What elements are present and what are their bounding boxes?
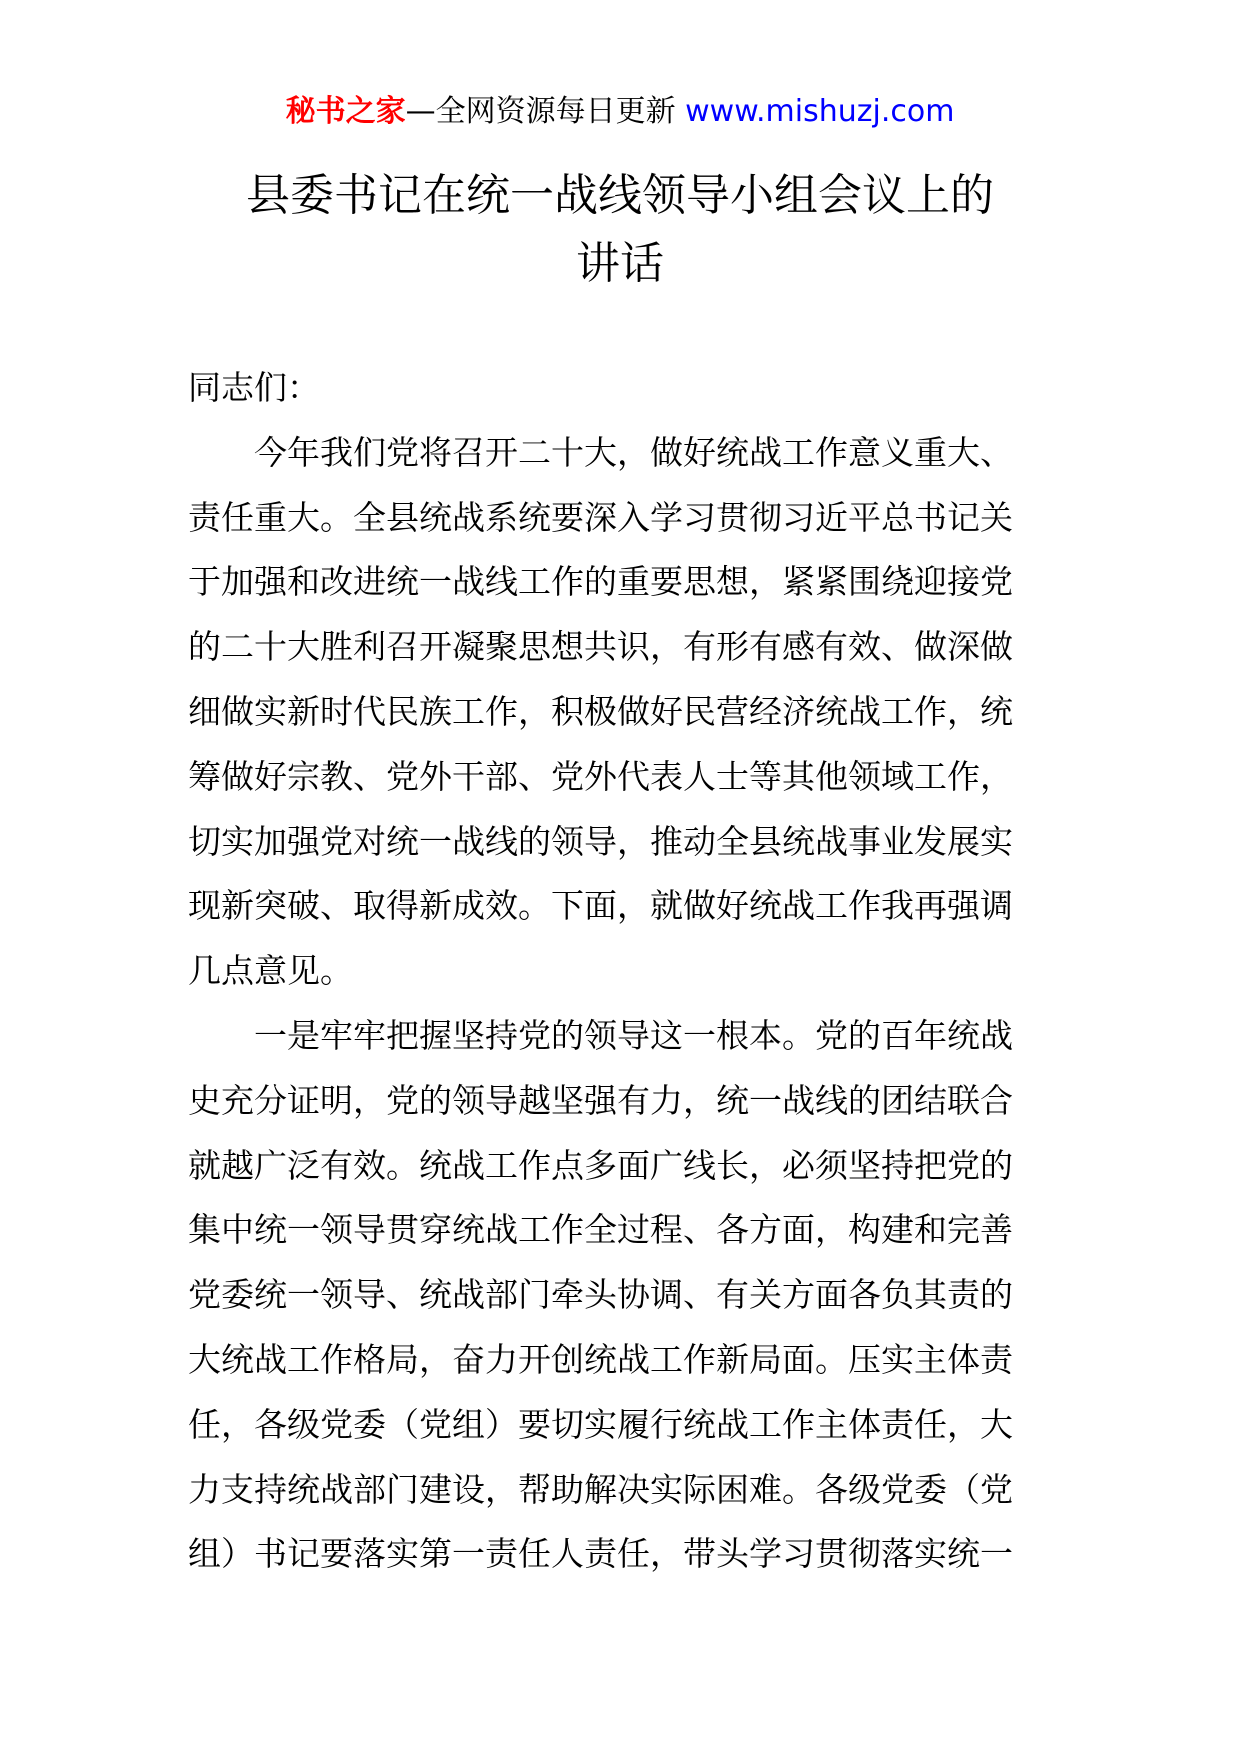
body-line: 筹做好宗教、党外干部、党外代表人士等其他领域工作， — [188, 756, 1013, 796]
document-title — [0, 162, 1240, 298]
body-line: 的二十大胜利召开凝聚思想共识，有形有感有效、做深做 — [188, 627, 1013, 667]
salutation: 同志们： — [188, 368, 320, 407]
document-body — [188, 356, 1058, 1587]
body-line: 几点意见。 — [188, 951, 353, 991]
site-url-link[interactable]: www.mishuzj.com — [685, 94, 955, 129]
body-line: 于加强和改进统一战线工作的重要思想，紧紧围绕迎接党 — [188, 562, 1013, 602]
body-line: 责任重大。全县统战系统要深入学习贯彻习近平总书记关 — [188, 497, 1013, 537]
body-line: 大统战工作格局，奋力开创统战工作新局面。压实主体责 — [188, 1339, 1013, 1379]
body-line: 党委统一领导、统战部门牵头协调、有关方面各负其责的 — [188, 1275, 1013, 1315]
body-line: 力支持统战部门建设，帮助解决实际困难。各级党委（党 — [188, 1469, 1013, 1509]
body-line: 今年我们党将召开二十大，做好统战工作意义重大、 — [188, 432, 1013, 472]
body-line: 任，各级党委（党组）要切实履行统战工作主体责任，大 — [188, 1404, 1013, 1444]
body-line: 一是牢牢把握坚持党的领导这一根本。党的百年统战 — [188, 1015, 1013, 1055]
body-line: 集中统一领导贯穿统战工作全过程、各方面，构建和完善 — [188, 1210, 1013, 1250]
header-slogan: —全网资源每日更新 — [405, 94, 676, 129]
body-line: 就越广泛有效。统战工作点多面广线长，必须坚持把党的 — [188, 1145, 1013, 1185]
body-line: 史充分证明，党的领导越坚强有力，统一战线的团结联合 — [188, 1080, 1013, 1120]
body-line: 组）书记要落实第一责任人责任，带头学习贯彻落实统一 — [188, 1534, 1013, 1574]
title-line-2: 讲话 — [576, 238, 664, 289]
brand-name: 秘书之家 — [285, 94, 406, 129]
body-line: 现新突破、取得新成效。下面，就做好统战工作我再强调 — [188, 886, 1013, 926]
body-line: 细做实新时代民族工作，积极做好民营经济统战工作，统 — [188, 691, 1013, 731]
body-line: 切实加强党对统一战线的领导，推动全县统战事业发展实 — [188, 821, 1013, 861]
site-header — [0, 92, 1240, 132]
title-line-1: 县委书记在统一战线领导小组会议上的 — [246, 170, 994, 221]
